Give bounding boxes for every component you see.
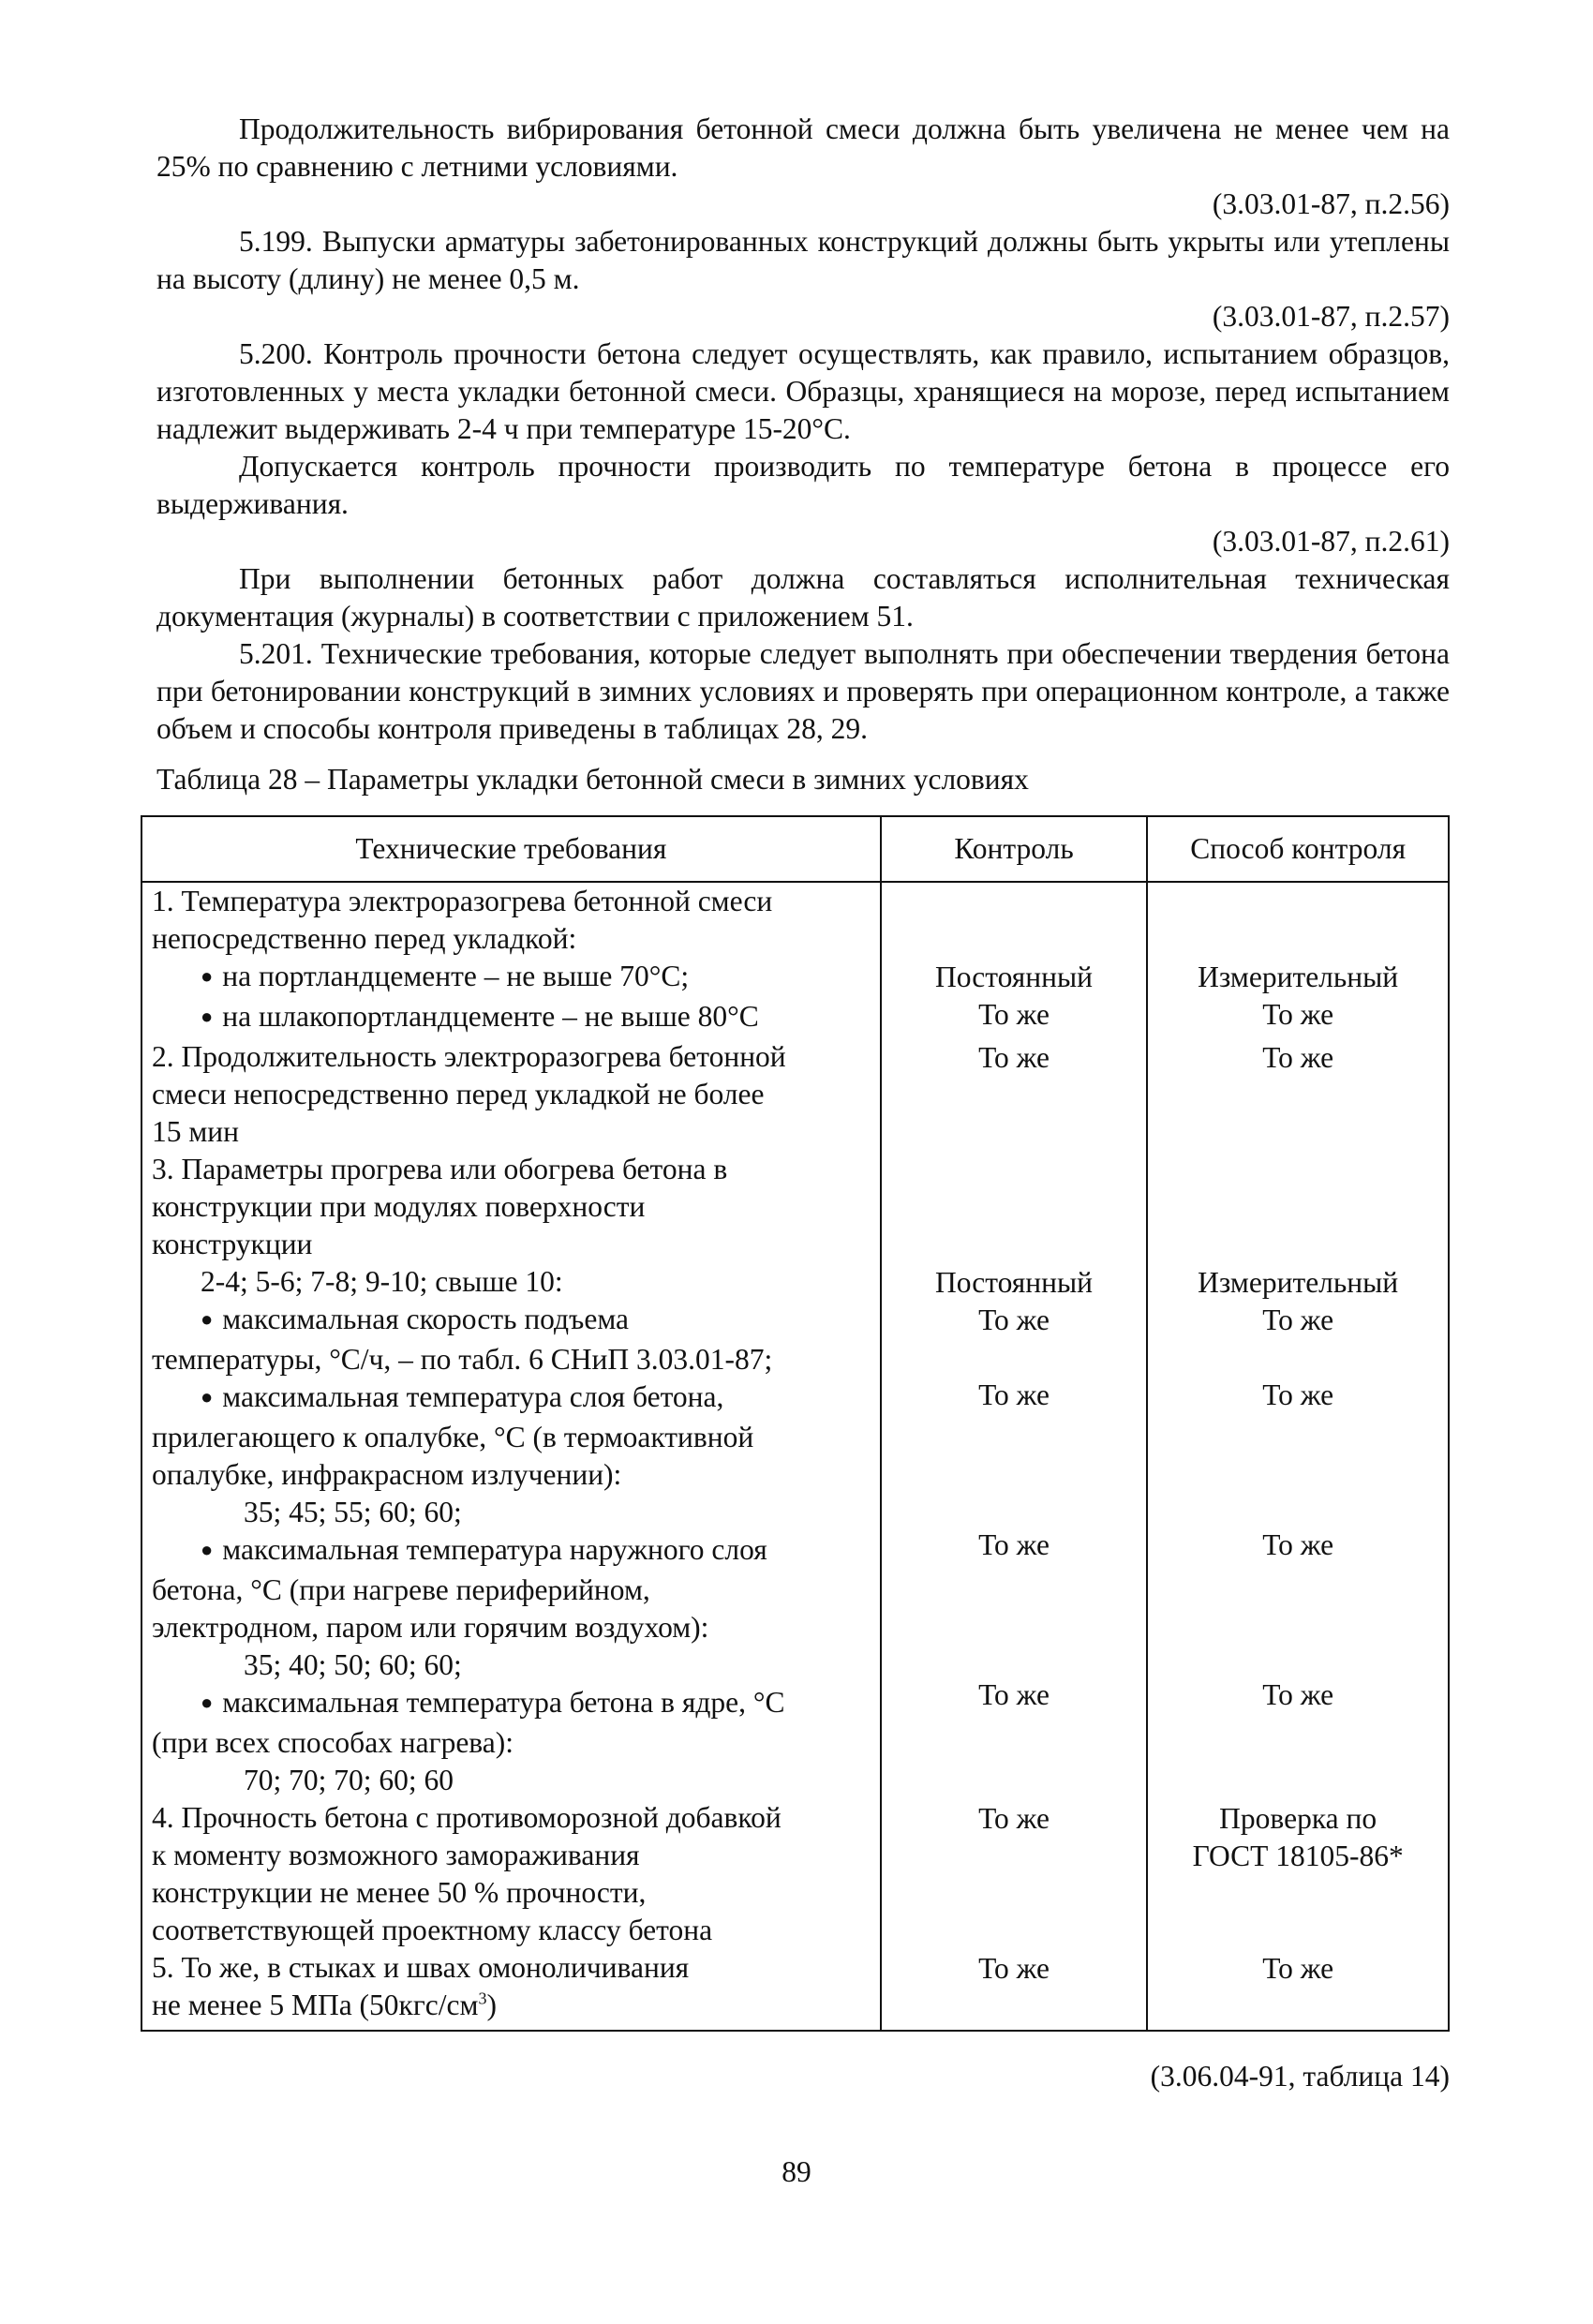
table-row (141, 1949, 1449, 2031)
method-value: То же (1262, 1952, 1334, 1985)
closing-paren: ) (486, 1989, 497, 2021)
requirement-line: конструкции (152, 1228, 313, 1260)
method-value: ГОСТ 18105-86* (1192, 1840, 1404, 1872)
requirement-cell (141, 1151, 881, 1799)
requirement-line: конструкции при модулях поверхности (152, 1190, 646, 1223)
paragraph-vibration: Продолжительность вибрирования бетонной смеси должна быть увеличена не менее чем на 25% по сравнению с летними условиями. (156, 112, 1450, 183)
control-cell (881, 1038, 1148, 1151)
paragraph-5-201: 5.201. Технические требования, которые следует выполнять при обеспечении твердения бетона при бетонировании конструкций в зимних условиях и проверять при операционном контроле, а также объем и способы контроля приведены в таблицах 28, 29. (156, 637, 1450, 745)
table-source-reference: (3.06.04-91, таблица 14) (1150, 2060, 1450, 2093)
method-cell (1147, 1949, 1449, 2031)
control-value: Постоянный (935, 961, 1094, 993)
method-value: То же (1262, 1528, 1334, 1561)
page-number: 89 (782, 2155, 811, 2188)
parameters-table (141, 815, 1450, 2032)
method-value: То же (1262, 1304, 1334, 1336)
requirement-line: бетона, °С (при нагреве периферийном, (152, 1573, 650, 1606)
control-value: То же (978, 998, 1050, 1031)
method-value: То же (1262, 1378, 1334, 1411)
requirement-cell (141, 1949, 881, 2031)
requirement-bullet: ● на шлакопортландцементе – не выше 80°С (152, 998, 871, 1038)
requirement-line: 2. Продолжительность электроразогрева бетонной (152, 1040, 786, 1073)
method-value: То же (1262, 1678, 1334, 1711)
table-row (141, 882, 1449, 1038)
method-cell (1147, 1151, 1449, 1799)
control-value: Постоянный (935, 1266, 1094, 1299)
method-value: Измерительный (1198, 961, 1399, 993)
requirement-line: температуры, °С/ч, – по табл. 6 СНиП 3.03.01-87; (152, 1343, 773, 1376)
requirement-line: электродном, паром или горячим воздухом): (152, 1611, 709, 1644)
temperature-values: 35; 40; 50; 60; 60; (244, 1648, 462, 1681)
method-cell (1147, 882, 1449, 1038)
control-value: То же (978, 1304, 1050, 1336)
method-value: То же (1262, 1041, 1334, 1074)
requirement-cell (141, 1799, 881, 1949)
paragraph-documentation: При выполнении бетонных работ должна составляться исполнительная техническая документация (журналы) в соответствии с приложением 51. (156, 562, 1450, 633)
requirement-line: 1. Температура электроразогрева бетонной смеси (152, 885, 773, 917)
requirement-line: к моменту возможного замораживания (152, 1839, 640, 1871)
paragraph-5-200: 5.200. Контроль прочности бетона следует осуществлять, как правило, испытанием образцов, изготовленных у места укладки бетонной смеси. Образцы, хранящиеся на морозе, перед испытанием надлежит выдерживать 2-4 ч при температуре 15-20°С. (156, 337, 1450, 445)
method-value: То же (1262, 998, 1334, 1031)
requirement-bullet: ● на портландцементе – не выше 70°С; (152, 958, 871, 998)
requirement-line: 3. Параметры прогрева или обогрева бетона в (152, 1153, 728, 1185)
requirement-line: 5. То же, в стыках и швах омоноличивания (152, 1951, 690, 1984)
requirement-cell (141, 882, 881, 1038)
method-cell (1147, 1038, 1449, 1151)
modulus-values: 2-4; 5-6; 7-8; 9-10; свыше 10: (201, 1265, 563, 1298)
control-cell (881, 882, 1148, 1038)
requirement-line: соответствующей проектному классу бетона (152, 1914, 713, 1946)
header-control: Контроль (881, 816, 1148, 882)
control-value: То же (978, 1678, 1050, 1711)
requirement-line: опалубке, инфракрасном излучении): (152, 1458, 622, 1491)
temperature-values: 70; 70; 70; 60; 60 (244, 1764, 454, 1796)
requirement-line: 4. Прочность бетона с противоморозной добавкой (152, 1801, 782, 1834)
header-method: Способ контроля (1147, 816, 1449, 882)
requirement-line: (при всех способах нагрева): (152, 1726, 514, 1759)
method-value: Проверка по (1219, 1802, 1377, 1835)
method-cell (1147, 1799, 1449, 1949)
reference-2-56: (3.03.01-87, п.2.56) (1212, 187, 1450, 220)
temperature-values: 35; 45; 55; 60; 60; (244, 1496, 462, 1528)
header-requirements: Технические требования (141, 816, 881, 882)
requirement-bullet: ● максимальная скорость подъема (152, 1301, 871, 1341)
requirement-line: 15 мин (152, 1115, 240, 1148)
requirement-bullet: ● максимальная температура бетона в ядре, °С (152, 1684, 871, 1724)
paragraph-strength-control: Допускается контроль прочности производить по температуре бетона в процессе его выдерживания. (156, 450, 1450, 520)
reference-2-57: (3.03.01-87, п.2.57) (1212, 300, 1450, 333)
table-row (141, 1799, 1449, 1949)
requirement-line: непосредственно перед укладкой: (152, 922, 577, 955)
requirement-line-units (152, 1987, 871, 2024)
control-value: То же (978, 1528, 1050, 1561)
control-cell (881, 1949, 1148, 2031)
requirement-cell (141, 1038, 881, 1151)
requirement-line: конструкции не менее 50 % прочности, (152, 1876, 647, 1909)
control-value: То же (978, 1041, 1050, 1074)
requirement-line: смеси непосредственно перед укладкой не более (152, 1078, 765, 1110)
table-header-row (141, 816, 1449, 882)
table-row (141, 1038, 1449, 1151)
requirement-text: не менее 5 МПа (50кгс/см (152, 1989, 479, 2021)
requirement-line: прилегающего к опалубке, °С (в термоактивной (152, 1421, 754, 1453)
control-cell (881, 1799, 1148, 1949)
reference-2-61: (3.03.01-87, п.2.61) (1212, 525, 1450, 558)
method-value: Измерительный (1198, 1266, 1399, 1299)
table-caption: Таблица 28 – Параметры укладки бетонной смеси в зимних условиях (156, 763, 1029, 796)
control-value: То же (978, 1952, 1050, 1985)
control-value: То же (978, 1378, 1050, 1411)
superscript: 3 (478, 1989, 487, 2008)
control-cell (881, 1151, 1148, 1799)
document-body (156, 111, 1450, 817)
control-value: То же (978, 1802, 1050, 1835)
paragraph-5-199: 5.199. Выпуски арматуры забетонированных конструкций должны быть укрыты или утеплены на высоту (длину) не менее 0,5 м. (156, 225, 1450, 295)
requirement-bullet: ● максимальная температура наружного слоя (152, 1531, 871, 1572)
table-row (141, 1151, 1449, 1799)
requirement-bullet: ● максимальная температура слоя бетона, (152, 1378, 871, 1419)
